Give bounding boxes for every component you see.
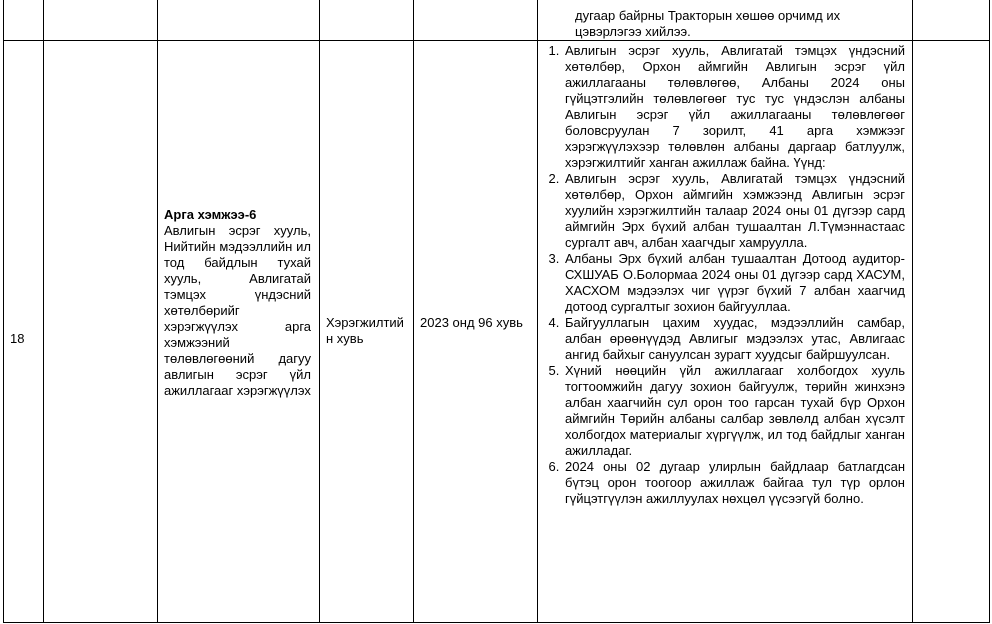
measure-title: Арга хэмжээ-6: [164, 207, 257, 222]
previous-row-continuation: [575, 8, 905, 40]
list-item: 5. Хүний нөөцийн үйл ажиллагааг холбогдох хууль тогтоомжийн дагуу зохион байгуулж, төрийн жинхэнэ албан хаагчийн сул орон тоо гарсан тухай бүр Орхон аймгийн Төрийн албаны салбар зөвлөлд албан хүсэлт холбогдох материалыг хүргүүлж, ил тод байдлыг ханган ажилладаг.: [563, 363, 905, 459]
column-divider-5: [537, 0, 538, 623]
list-item: 4. Байгууллагын цахим хуудас, мэдээллийн самбар, албан өрөөнүүдэд Авлигыг мэдээлэх утас, Авлигаас ангид байхыг сануулсан зурагт хуудсыг байршуулсан.: [563, 315, 905, 363]
continuation-text: дугаар байрны Тракторын хөшөө орчимд их цэвэрлэгээ хийлээ.: [575, 8, 841, 39]
list-item: 2. Авлигын эсрэг хууль, Авлигатай тэмцэх үндэсний хөтөлбөр, Орхон аймгийн хэмжээнд Авлигын эсрэг хуулийн хэрэгжилтийн талаар 2024 оны 01 дүгээр сард аймгийн Эрх бүхий албан тушаалтан Л.Түмэннастаас сургалт авч, албан хаагчдыг хамруулла.: [563, 171, 905, 251]
target-cell: [420, 315, 530, 331]
column-divider-3: [319, 0, 320, 623]
indicator-text: Хэрэгжилтийн хувь: [326, 315, 404, 346]
actions-cell: [545, 43, 905, 507]
indicator-cell: [326, 315, 408, 347]
target-text: 2023 онд 96 хувь: [420, 315, 523, 330]
actions-list: [545, 43, 905, 507]
table-border-right: [989, 0, 990, 623]
column-divider-2: [157, 0, 158, 623]
measure-body: Авлигын эсрэг хууль, Нийтийн мэдээллийн ил тод байдлын тухай хууль, Авлигатай тэмцэх үндэсний хөтөлбөрийг хэрэгжүүлэх арга хэмжээний төлөвлөгөөний дагуу авлигын эсрэг үйл ажиллагааг хэрэгжүүлэх: [164, 223, 311, 398]
column-divider-4: [413, 0, 414, 623]
list-item: 1. Авлигын эсрэг хууль, Авлигатай тэмцэх үндэсний хөтөлбөр, Орхон аймгийн Авлигын эсрэг үйл ажиллагааны төлөвлөгөө, Албаны 2024 оны гүйцэтгэлийн төлөвлөгөөг тус тус үндэслэн албаны Авлигын эсрэг үйл ажиллагааны төлөвлөгөөг боловсруулан 7 зорилт, 41 арга хэмжээг хэрэгжүүлэхээр төлөвлөн албаны даргаар батлуулж, хэрэгжилтийг ханган ажиллаж байна. Үүнд:: [563, 43, 905, 171]
table-border-bottom: [3, 622, 990, 623]
list-item: 3. Албаны Эрх бүхий албан тушаалтан Дотоод аудитор-СХШУАБ О.Болормаа 2024 оны 01 дүгээр сард ХАСУМ, ХАСХОМ мэдээлэх чиг үүрэг бүхий 7 албан хаагчид дотоод сургалтыг зохион байгууллаа.: [563, 251, 905, 315]
column-divider-6: [912, 0, 913, 623]
row-divider: [3, 40, 990, 41]
list-item: 6. 2024 оны 02 дугаар улирлын байдлаар батлагдсан бүтэц орон тоогоор ажиллаж байгаа тул түр орлон гүйцэтгүүлэн ажиллуулах нөхцөл үүсээгүй болно.: [563, 459, 905, 507]
row-number: 18: [10, 331, 25, 346]
column-divider-1: [43, 0, 44, 623]
measure-cell: [164, 207, 311, 399]
table-border-left: [3, 0, 4, 623]
